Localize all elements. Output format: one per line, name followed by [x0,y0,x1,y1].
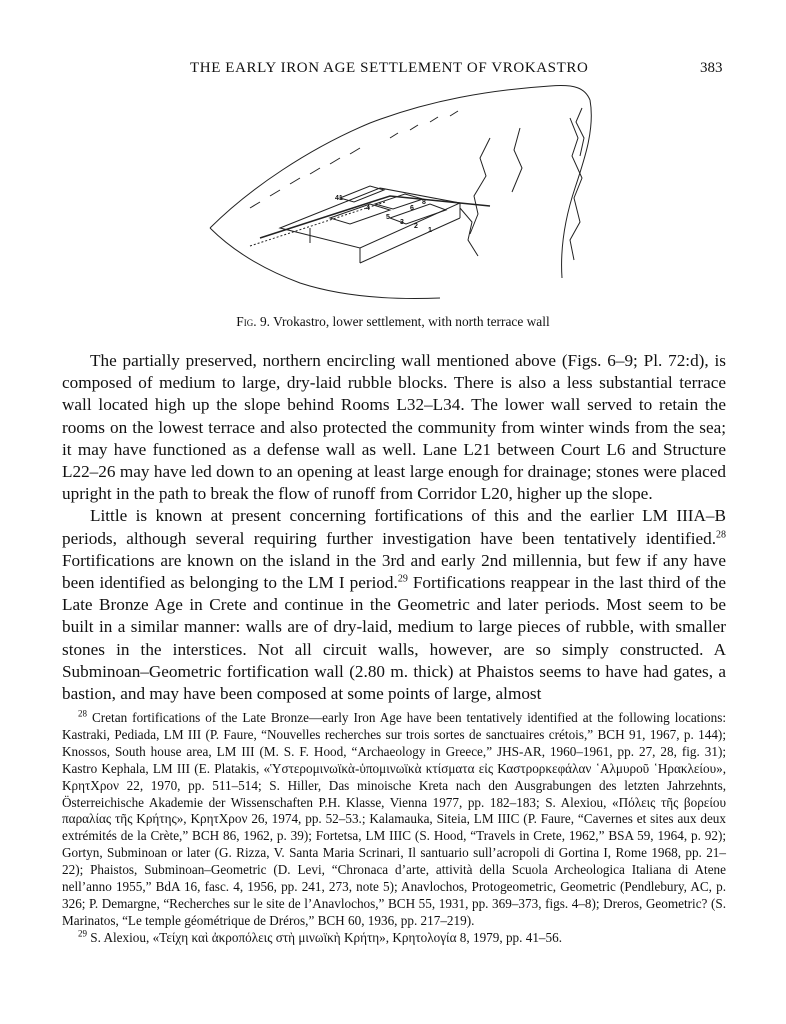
paragraph: The partially preserved, northern encircling wall mentioned above (Figs. 6–9; Pl. 72:d), is composed of medium to large, dry-laid rubble blocks. There is also a less substantial terrace wall located high up the slope behind Rooms L32–L34. The lower wall served to retain the rooms on the lowest terrace and also protected the community from winter winds from the sea; it may have functioned as a defense wall as well. Lane L21 between Court L6 and Structure L22–26 may have led down to an opening at least large enough for drainage; stones were placed upright in the path to break the flow of runoff from Corridor L20, higher up the slope. [62,351,726,504]
room-label: 8 [422,199,426,206]
footnote-29 [62,930,726,947]
figure-settlement-drawing [190,78,610,304]
footnote-text: S. Alexiou, «Τείχη καὶ ἀκροπόλεις στὴ μινωϊκὴ Κρήτη», Κρητολογία 8, 1979, pp. 41–56. [87,929,563,945]
footnotes [62,710,726,947]
footnote-ref: 28 [716,528,726,540]
footnote-28 [62,710,726,930]
footnote-text: Cretan fortifications of the Late Bronze—early Iron Age have been tentatively identified at the following locations: Kastraki, Pediada, LM III (P. Faure, “Nouvelles recherches sur trois sortes de sanctuaires crétois,” BCH 91, 1967, p. 144); Knossos, South house area, LM III (M. S. F. Hood, “Archaeology in Greece,” JHS-AR, 1960–1961, pp. 27, 28, fig. 31); Kastro Kephala, LM III (E. Platakis, «Ὑστερομινωϊκὰ-ὑπομινωϊκὰ κτίσματα εἰς Καστρορκεφάλαν ῾Αλμυροῦ ῾Ηρακλείου», ΚρητΧρον 22, 1970, pp. 511–514; S. Hiller, Das minoische Kreta nach den Ausgrabungen des letzten Jahrzehnts, Österreichische Akademie der Wissenschaften P.H. Klasse, Vienna 1977, pp. 182–183; S. Alexiou, «Πόλεις τῆς βορείου παραλίας τῆς Κρήτης», ΚρητΧρον 26, 1974, pp. 52–53.; Kalamauka, Siteia, LM IIIC (P. Faure, “Cavernes et sites aux deux extrémités de la Crète,” BCH 86, 1962, p. 39); Fortetsa, LM IIIC (S. Hood, “Travels in Crete, 1962,” BSA 59, 1964, p. 92); Gortyn, Subminoan or later (G. Rizza, V. Santa Maria Scrinari, Il santuario sull’acropoli di Gortina I, Rome 1968, pp. 21–22); Phaistos, Subminoan–Geometric (D. Levi, “Chronaca d’arte, attività della Scuola Archeologica Italiana di Atene nell’anno 1955,” BdA 16, fasc. 4, 1956, pp. 241, 273, note 5); Anavlochos, Protogeometric, Geometric (Pendlebury, AC, p. 326; P. Demargne, “Recherches sur le site de l’Anavlochos,” BCH 55, 1931, pp. 369–373, figs. 4–8); Dreros, Geometric? (S. Marinatos, “Le temple géométrique de Dréros,” BCH 60, 1936, pp. 217–219). [62,710,726,928]
room-label: 41 [335,195,343,202]
paragraph-text: Fortifications are known on the island in the 3rd and early 2nd millennia, but few if any have been identified as belonging to the LM I period. [62,550,726,593]
room-label: 1 [428,227,432,234]
figure-label: Fig. [236,314,257,329]
room-label: 5 [386,214,390,221]
running-title: THE EARLY IRON AGE SETTLEMENT OF VROKASTRO [190,60,589,76]
room-label: 4 [366,205,370,212]
footnote-mark: 29 [78,928,87,939]
paragraph [62,505,726,705]
body-text [62,350,726,705]
figure-caption [0,314,786,330]
paragraph-text: Fortifications reappear in the last third of the Late Bronze Age in Crete and continue in the Geometric and later periods. Most seem to be built in a similar manner: walls are of dry-laid, medium to large pieces of rubble, with smaller stones in the interstices. Not all circuit walls, however, are so simply constructed. A Subminoan–Geometric fortification wall (2.80 m. thick) at Phaistos seems to have had gates, a bastion, and may have been composed at some points of large, almost [62,573,726,704]
room-label: 6 [410,205,414,212]
room-label: 3 [400,219,404,226]
settlement-drawing-icon [190,78,610,304]
page-number: 383 [700,60,723,76]
room-label: 2 [414,223,418,230]
footnote-ref: 29 [397,573,408,585]
footnote-mark: 28 [78,708,87,719]
figure-caption-text: 9. Vrokastro, lower settlement, with north terrace wall [256,314,550,329]
paragraph-text: Little is known at present concerning fortifications of this and the earlier LM IIIA–B periods, although several requiring further investigation have been tentatively identified. [62,506,726,548]
